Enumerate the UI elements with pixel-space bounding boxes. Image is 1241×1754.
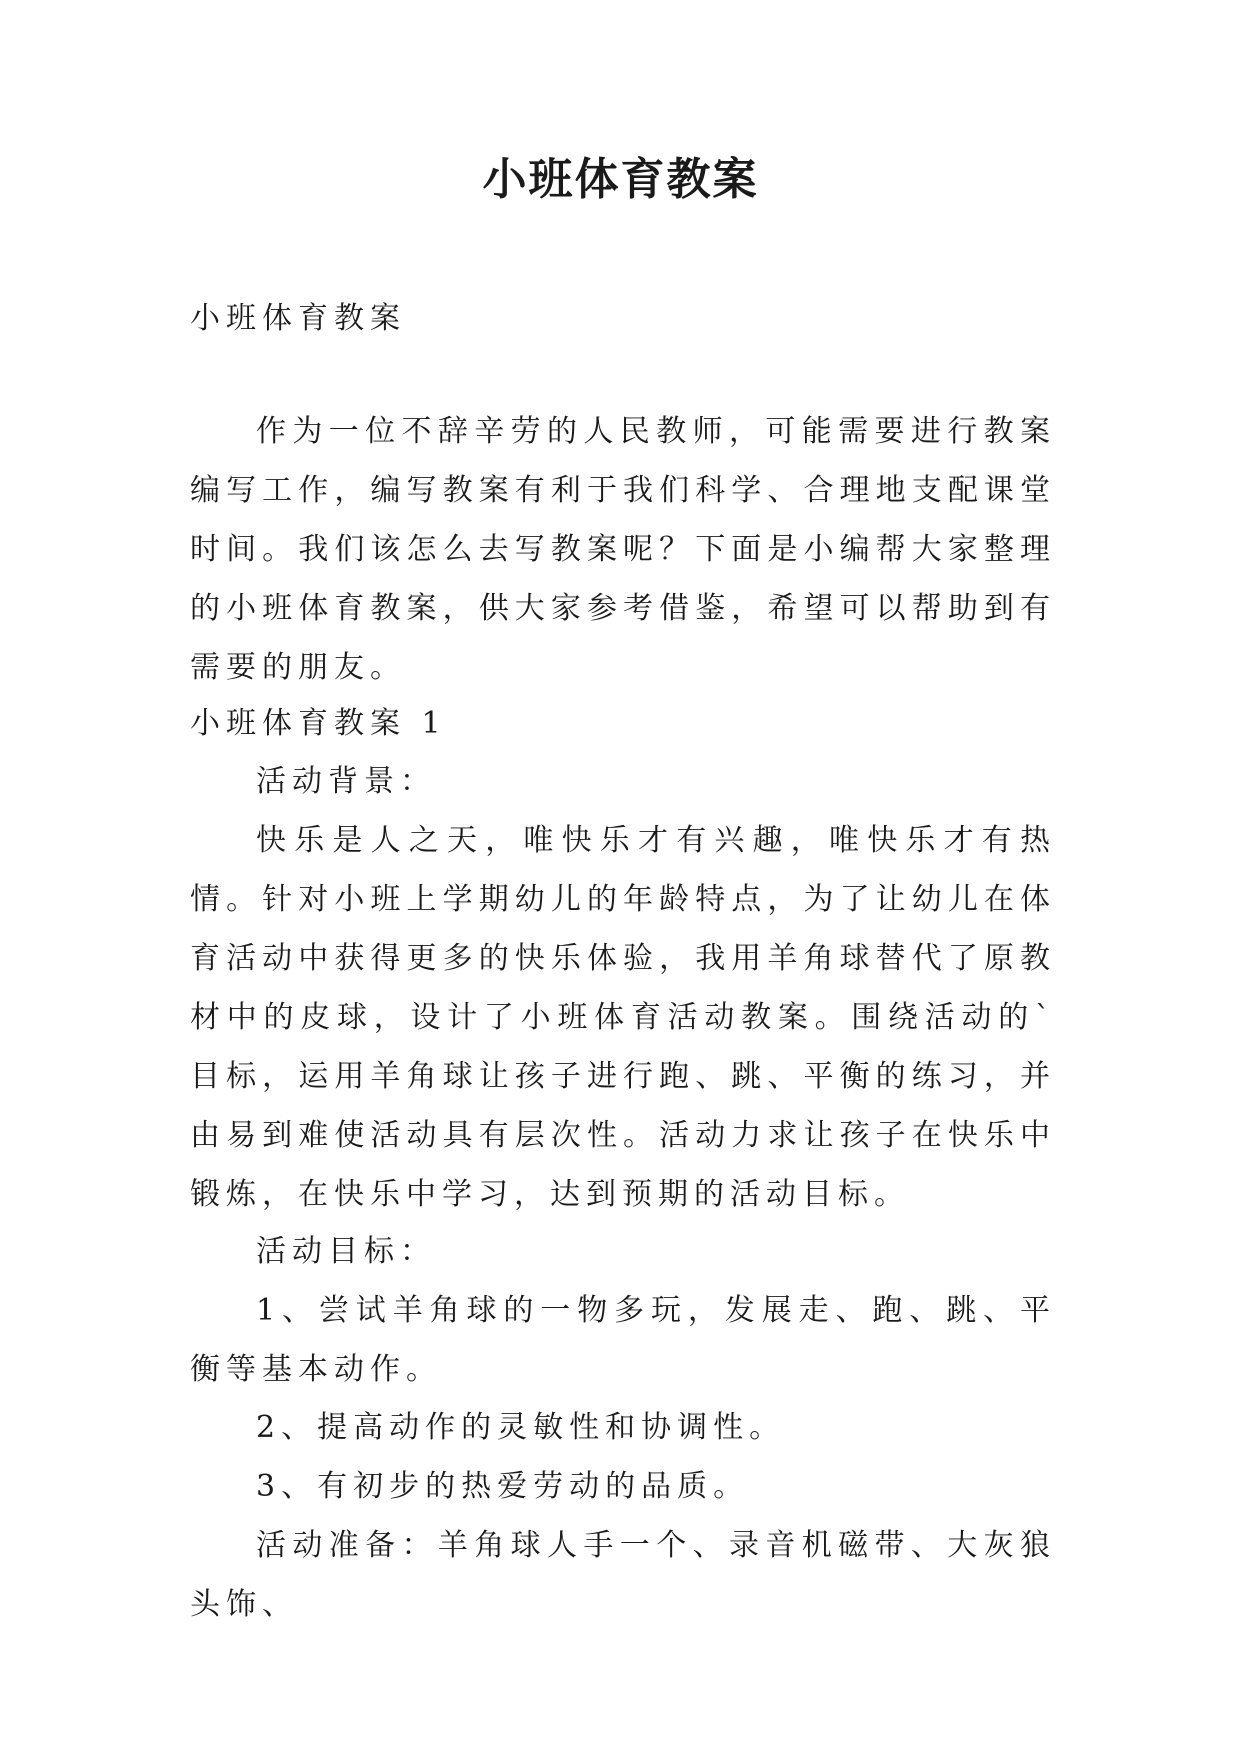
preparation-paragraph: 活动准备：羊角球人手一个、录音机磁带、大灰狼头饰、	[190, 1528, 1056, 1622]
goals-label: 活动目标：	[256, 1234, 436, 1269]
intro-paragraph: 作为一位不辞辛劳的人民教师，可能需要进行教案编写工作，编写教案有利于我们科学、合理地支配课堂时间。我们该怎么去写教案呢？下面是小编帮大家整理的小班体育教案，供大家参考借鉴，希望可以帮助到有需要的朋友。	[190, 414, 1056, 685]
background-label: 活动背景：	[256, 764, 436, 799]
goal-item: 2、提高动作的灵敏性和协调性。	[256, 1410, 786, 1445]
document-subtitle: 小班体育教案	[190, 301, 406, 336]
goal-item: 3、有初步的热爱劳动的品质。	[256, 1469, 750, 1504]
document-title: 小班体育教案	[482, 154, 759, 205]
section-heading: 小班体育教案 1	[190, 706, 447, 741]
goal-item: 1、尝试羊角球的一物多玩，发展走、跑、跳、平衡等基本动作。	[190, 1293, 1056, 1387]
background-paragraph: 快乐是人之天，唯快乐才有兴趣，唯快乐才有热情。针对小班上学期幼儿的年龄特点，为了让幼儿在体育活动中获得更多的快乐体验，我用羊角球替代了原教材中的皮球，设计了小班体育活动教案。围绕活动的`目标，运用羊角球让孩子进行跑、跳、平衡的练习，并由易到难使活动具有层次性。活动力求让孩子在快乐中锻炼，在快乐中学习，达到预期的活动目标。	[190, 823, 1056, 1212]
